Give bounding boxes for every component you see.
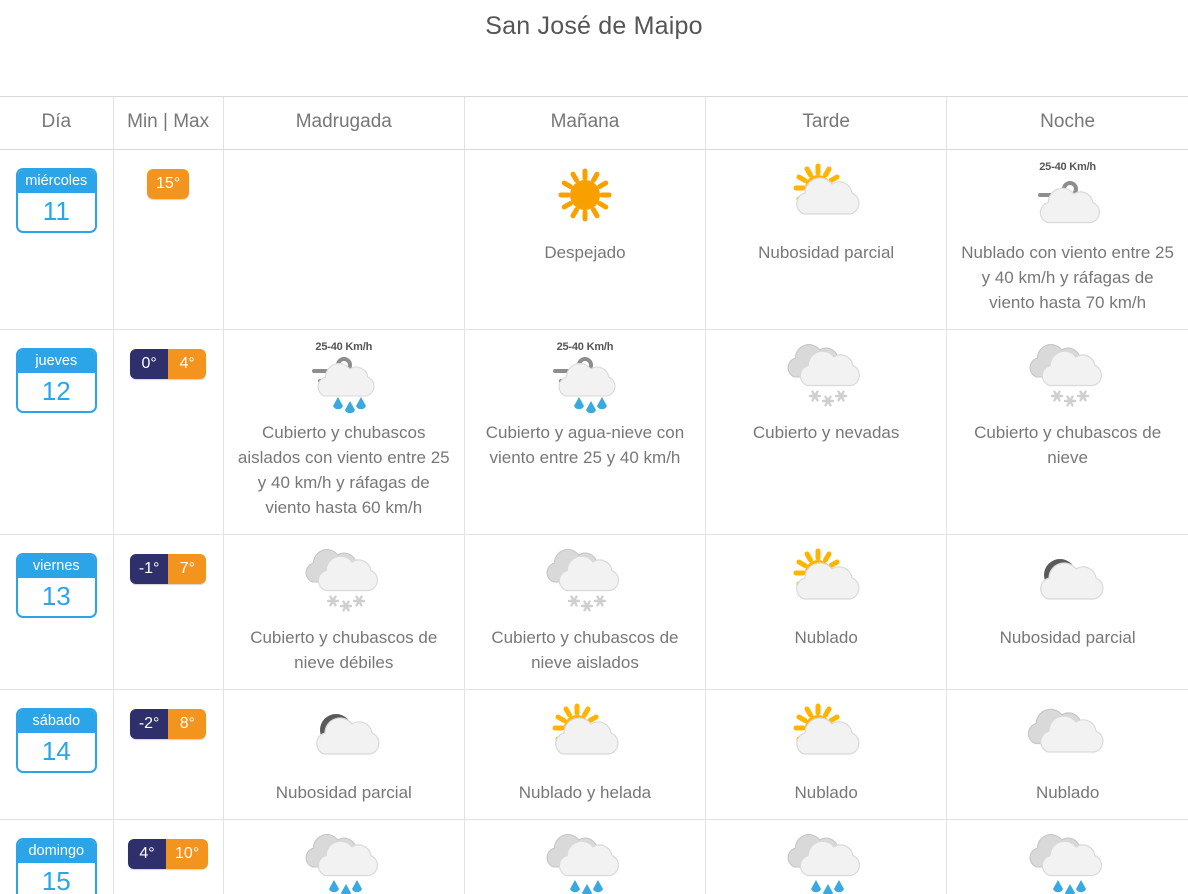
- minmax-cell: [113, 690, 223, 820]
- table-row: [0, 690, 1188, 820]
- col-header-day: Día: [0, 97, 113, 150]
- weather-description: Nublado: [794, 783, 858, 802]
- sun-cloud-icon: [714, 700, 938, 774]
- snow-icon: [714, 340, 938, 414]
- weather-description: Despejado: [544, 243, 626, 262]
- weather-description: Cubierto y agua-nieve con viento entre 25 y 40 km/h: [485, 423, 685, 467]
- day-badge[interactable]: [16, 838, 97, 894]
- period-cell-madrugada: [223, 690, 464, 820]
- temperature-pill: [130, 709, 207, 739]
- period-cell-madrugada: [223, 535, 464, 690]
- wind-speed-label: 25-40 Km/h: [1039, 161, 1096, 173]
- day-of-week-label: domingo: [18, 840, 95, 863]
- period-cell-manana: [464, 535, 705, 690]
- period-cell-noche: [947, 535, 1188, 690]
- period-cell-tarde: [706, 690, 947, 820]
- min-temperature: -2°: [130, 709, 169, 739]
- wind-speed-label: 25-40 Km/h: [315, 341, 373, 353]
- page-title: San José de Maipo: [485, 12, 703, 40]
- period-cell-noche: [947, 330, 1188, 535]
- max-temperature: 10°: [166, 839, 208, 869]
- temperature-pill: [130, 349, 206, 379]
- minmax-cell: [113, 150, 223, 330]
- day-of-week-label: sábado: [18, 710, 95, 733]
- col-header-minmax: Min | Max: [113, 97, 223, 150]
- day-cell[interactable]: [0, 150, 113, 330]
- day-number-label: 12: [41, 376, 71, 406]
- col-header-manana: Mañana: [464, 97, 705, 150]
- period-cell-noche: [947, 820, 1188, 894]
- weather-description: Cubierto y chubascos aislados con viento entre 25 y 40 km/h y ráfagas de viento hasta 60 km/h: [237, 423, 450, 517]
- weather-description: Nublado: [1035, 783, 1100, 802]
- temperature-pill: [147, 169, 189, 199]
- period-cell-madrugada: [223, 820, 464, 894]
- period-cell-tarde: [706, 820, 947, 894]
- weather-description: Cubierto y chubascos de nieve: [974, 423, 1162, 467]
- temperature-pill: [130, 554, 207, 584]
- day-badge[interactable]: [16, 708, 97, 773]
- day-cell[interactable]: [0, 690, 113, 820]
- day-number-label: 13: [41, 581, 71, 611]
- snow-icon: [473, 545, 697, 619]
- day-of-week-label: jueves: [18, 350, 95, 373]
- period-cell-tarde: [706, 150, 947, 330]
- period-cell-madrugada: [223, 330, 464, 535]
- snow-icon: [232, 545, 456, 619]
- moon-cloud-icon: [232, 700, 456, 774]
- weather-description: Cubierto y chubascos de nieve aislados: [491, 628, 679, 672]
- minmax-cell: [113, 535, 223, 690]
- sun-cloud-icon: [473, 700, 697, 774]
- max-temperature: 4°: [168, 349, 206, 379]
- day-number-label: 15: [41, 866, 71, 894]
- day-number-label: 11: [42, 196, 70, 226]
- day-badge[interactable]: [16, 348, 97, 413]
- sun-icon: [473, 160, 697, 234]
- min-temperature: 4°: [128, 839, 166, 869]
- period-cell-madrugada: [223, 150, 464, 330]
- day-cell[interactable]: [0, 535, 113, 690]
- day-of-week-label: miércoles: [18, 170, 95, 193]
- period-cell-tarde: [706, 330, 947, 535]
- sun-cloud-icon: [714, 545, 938, 619]
- wind-rain-icon: [232, 354, 456, 414]
- weather-description: Nubosidad parcial: [275, 783, 412, 802]
- weather-description: Nubosidad parcial: [999, 628, 1136, 647]
- period-cell-manana: [464, 690, 705, 820]
- weather-description: Nublado con viento entre 25 y 40 km/h y ráfagas de viento hasta 70 km/h: [961, 243, 1174, 312]
- temperature-pill: [128, 839, 208, 869]
- col-header-tarde: Tarde: [706, 97, 947, 150]
- rain-icon: [955, 830, 1180, 894]
- forecast-body: [0, 150, 1188, 894]
- period-cell-noche: [947, 690, 1188, 820]
- weather-description: Nublado: [794, 628, 858, 647]
- rain-icon: [473, 830, 697, 894]
- wind-cloud-icon: [955, 174, 1180, 234]
- max-temperature: 15°: [147, 169, 189, 199]
- table-row: [0, 150, 1188, 330]
- min-temperature: -1°: [130, 554, 169, 584]
- rain-icon: [714, 830, 938, 894]
- snow-icon: [955, 340, 1180, 414]
- weather-description: Nubosidad parcial: [758, 243, 895, 262]
- rain-icon: [232, 830, 456, 894]
- table-row: [0, 820, 1188, 894]
- weather-description: Nublado y helada: [518, 783, 652, 802]
- forecast-table: [0, 96, 1188, 894]
- period-cell-manana: [464, 330, 705, 535]
- period-cell-manana: [464, 150, 705, 330]
- table-header: [0, 97, 1188, 150]
- minmax-cell: [113, 330, 223, 535]
- minmax-cell: [113, 820, 223, 894]
- period-cell-noche: [947, 150, 1188, 330]
- table-row: [0, 330, 1188, 535]
- day-number-label: 14: [41, 736, 71, 766]
- wind-speed-label: 25-40 Km/h: [556, 341, 614, 353]
- min-temperature: 0°: [130, 349, 168, 379]
- period-cell-manana: [464, 820, 705, 894]
- table-row: [0, 535, 1188, 690]
- day-cell[interactable]: [0, 820, 113, 894]
- day-of-week-label: viernes: [18, 555, 95, 578]
- day-cell[interactable]: [0, 330, 113, 535]
- max-temperature: 8°: [168, 709, 206, 739]
- col-header-madrugada: Madrugada: [223, 97, 464, 150]
- wind-rain-icon: [473, 354, 697, 414]
- day-badge[interactable]: [16, 168, 97, 233]
- weather-description: Cubierto y chubascos de nieve débiles: [250, 628, 438, 672]
- cloud-icon: [955, 700, 1180, 774]
- weather-description: Cubierto y nevadas: [752, 423, 900, 442]
- period-cell-tarde: [706, 535, 947, 690]
- moon-cloud-icon: [955, 545, 1180, 619]
- col-header-noche: Noche: [947, 97, 1188, 150]
- sun-cloud-icon: [714, 160, 938, 234]
- day-badge[interactable]: [16, 553, 97, 618]
- max-temperature: 7°: [168, 554, 206, 584]
